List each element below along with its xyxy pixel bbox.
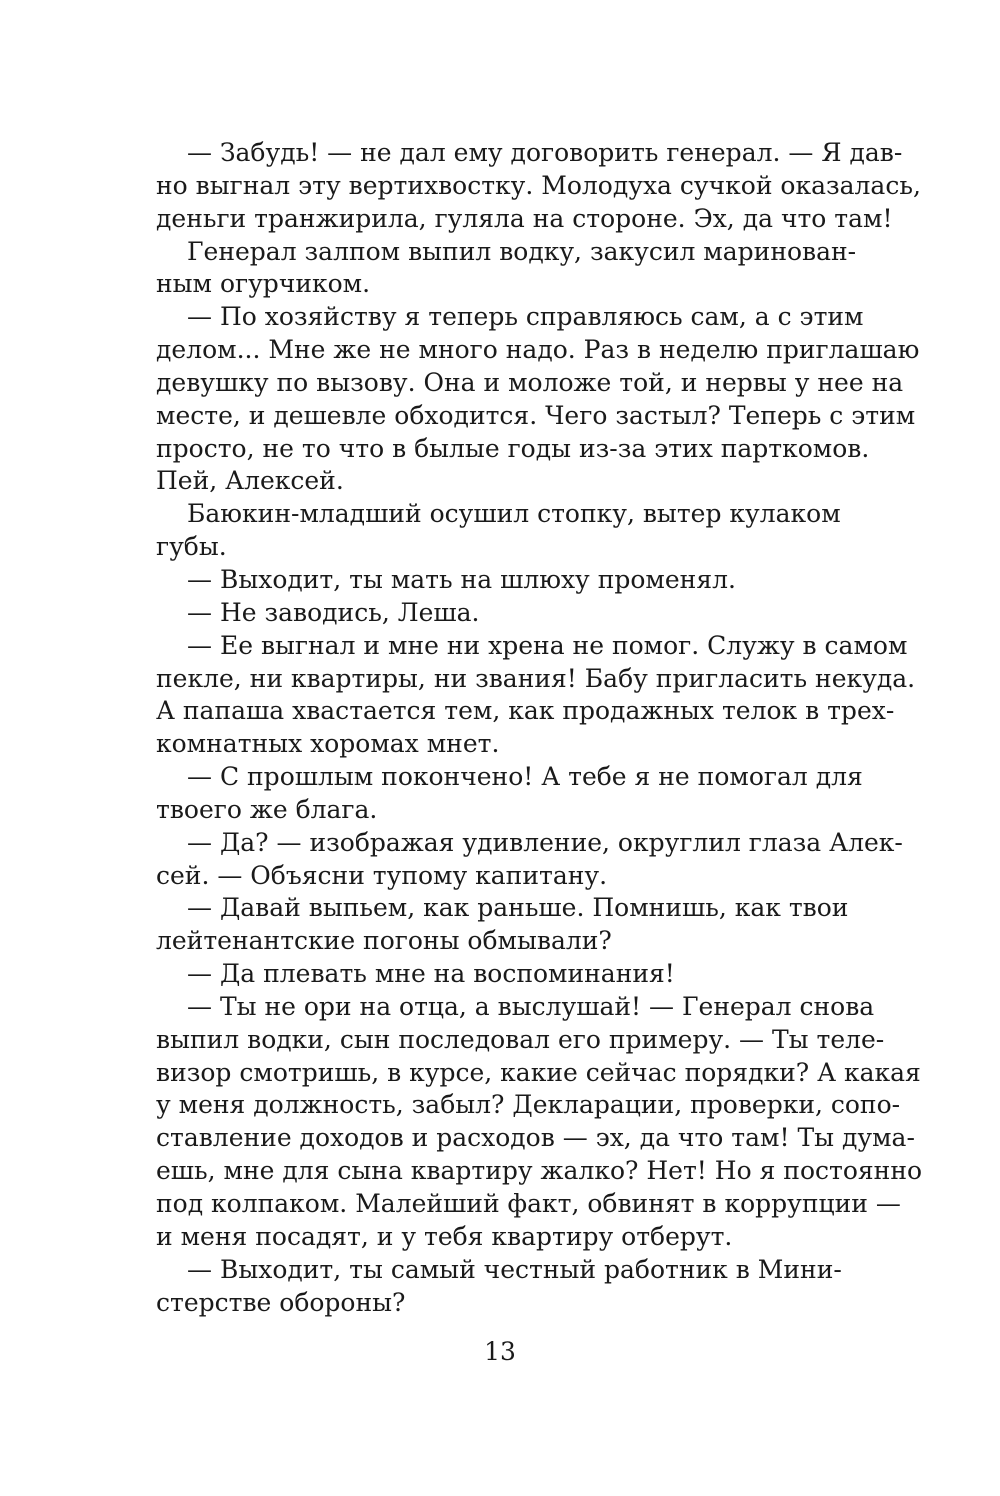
paragraph-line: ставление доходов и расходов — эх, да что там! Ты дума- [156,1123,915,1153]
paragraph-first-line: — Выходит, ты самый честный работник в Мини- [187,1254,842,1284]
paragraph-line: деньги транжирила, гуляла на стороне. Эх, да что там! [156,203,893,233]
paragraph-line: ным огурчиком. [156,269,371,299]
paragraph-line: губы. [156,532,227,562]
paragraph-first-line: — Да? — изображая удивление, округлил глаза Алек- [187,827,903,857]
page-number: 13 [484,1337,516,1366]
paragraph-first-line: — Не заводись, Леша. [187,597,480,627]
paragraph-first-line: — По хозяйству я теперь справляюсь сам, а с этим [187,302,864,332]
paragraph-first-line: — Ее выгнал и мне ни хрена не помог. Служу в самом [187,630,908,660]
paragraph-line: пекле, ни квартиры, ни звания! Бабу пригласить некуда. [156,663,916,693]
paragraph-line: ешь, мне для сына квартиру жалко? Нет! Но я постоянно [156,1156,923,1186]
paragraph-first-line: — С прошлым покончено! А тебе я не помогал для [187,762,863,792]
paragraph-line: под колпаком. Малейший факт, обвинят в коррупции — [156,1189,901,1218]
paragraph-line: у меня должность, забыл? Декларации, проверки, сопо- [156,1090,901,1120]
paragraph-first-line: — Выходит, ты мать на шлюху променял. [187,564,736,594]
paragraph-line: девушку по вызову. Она и моложе той, и нервы у нее на [156,367,904,397]
paragraph-line: выпил водки, сын последовал его примеру. — Ты теле- [156,1024,885,1054]
paragraph-first-line: Генерал залпом выпил водку, закусил маринован- [187,236,857,266]
paragraph-first-line: — Да плевать мне на воспоминания! [187,959,675,989]
paragraph-first-line: — Забудь! — не дал ему договорить генерал. — Я дав- [187,138,903,167]
paragraph-line: лейтенантские погоны обмывали? [156,926,612,956]
paragraph-first-line: Баюкин-младший осушил стопку, вытер кулаком [187,499,841,529]
paragraph-line: стерстве обороны? [156,1287,406,1317]
paragraph-line: Пей, Алексей. [156,466,344,496]
paragraph-line: но выгнал эту вертихвостку. Молодуха сучкой оказалась, [156,170,921,200]
paragraph-line: визор смотришь, в курсе, какие сейчас порядки? А какая [156,1057,921,1087]
paragraph-line: и меня посадят, и у тебя квартиру отберут. [156,1221,733,1251]
paragraph-line: делом... Мне же не много надо. Раз в неделю приглашаю [156,335,920,365]
paragraph-line: месте, и дешевле обходится. Чего застыл? Теперь с этим [156,400,916,430]
paragraph-line: комнатных хоромах мнет. [156,729,500,759]
paragraph-line: просто, не то что в былые годы из-за этих парткомов. [156,433,870,463]
paragraph-line: А папаша хвастается тем, как продажных телок в трех- [156,696,895,726]
paragraph-first-line: — Ты не ори на отца, а выслушай! — Генерал снова [187,991,875,1021]
paragraph-line: твоего же блага. [156,794,378,824]
paragraph-first-line: — Давай выпьем, как раньше. Помнишь, как твои [187,893,849,923]
body-text [156,137,923,1319]
paragraph-line: сей. — Объясни тупому капитану. [156,860,608,890]
